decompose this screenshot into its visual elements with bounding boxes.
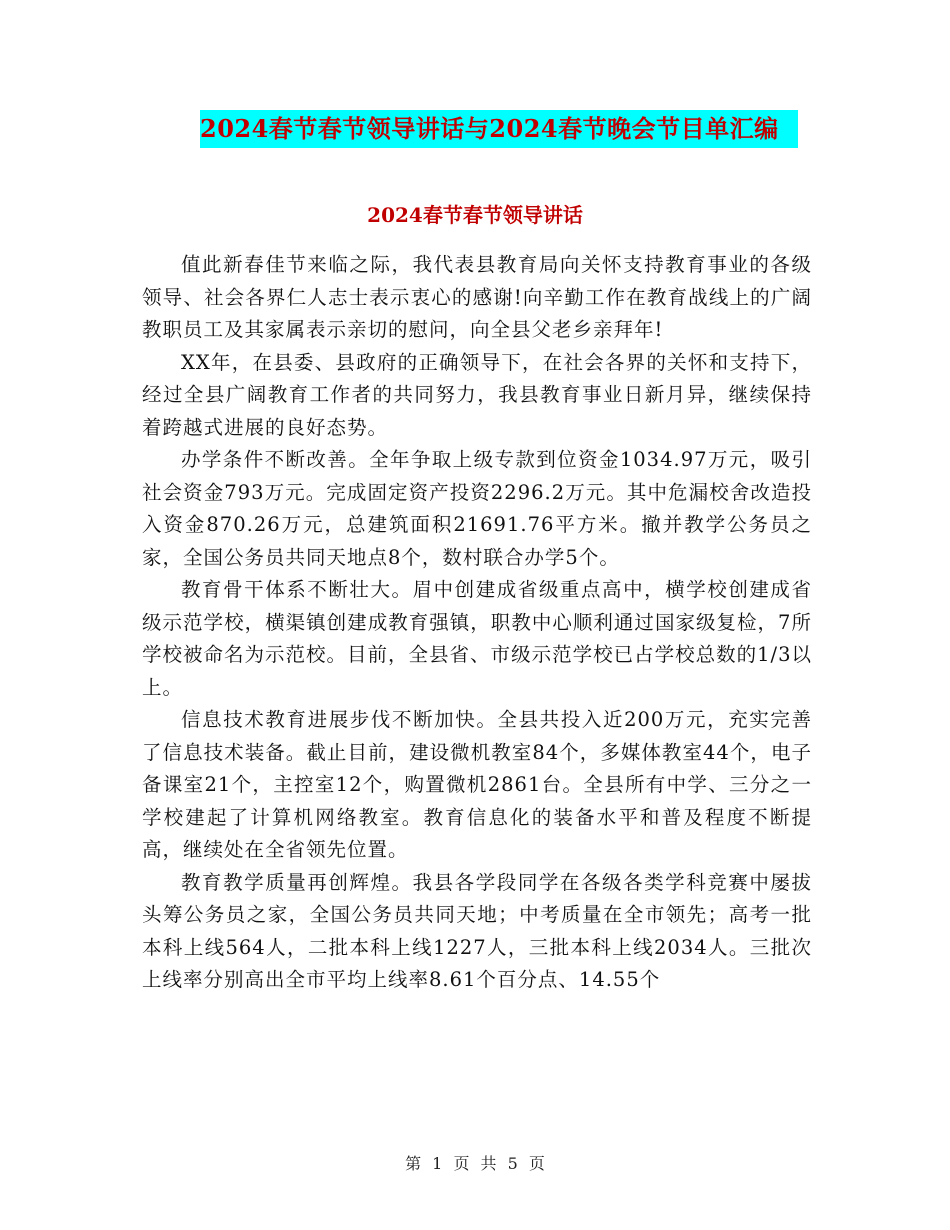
page-number-footer: 第 1 页 共 5 页 <box>405 1154 545 1173</box>
paragraph: 教育教学质量再创辉煌。我县各学段同学在各级各类学科竞赛中屡拔头筹公务员之家，全国公务员共同天地；中考质量在全市领先；高考一批本科上线564人，二批本科上线1227人，三批本科上线2034人。三批次上线率分别高出全市平均上线率8.61个百分点、14.55个 <box>142 870 812 991</box>
paragraph: XX年，在县委、县政府的正确领导下，在社会各界的关怀和支持下，经过全县广阔教育工作者的共同努力，我县教育事业日新月异，继续保持着跨越式进展的良好态势。 <box>142 350 812 439</box>
paragraph: 教育骨干体系不断壮大。眉中创建成省级重点高中，横学校创建成省级示范学校，横渠镇创建成教育强镇，职教中心顺利通过国家级复检，7所学校被命名为示范校。目前，全县省、市级示范学校已占学校总数的1/3以上。 <box>142 578 812 699</box>
paragraph: 信息技术教育进展步伐不断加快。全县共投入近200万元，充实完善了信息技术装备。截止目前，建设微机教室84个，多媒体教室44个，电子备课室21个，主控室12个，购置微机2861台。全县所有中学、三分之一学校建起了计算机网络教室。教育信息化的装备水平和普及程度不断提高，继续处在全省领先位置。 <box>142 708 812 861</box>
document-body <box>142 249 812 997</box>
document-main-title: 2024春节春节领导讲话与2024春节晚会节目单汇编 <box>200 110 798 148</box>
paragraph: 值此新春佳节来临之际，我代表县教育局向关怀支持教育事业的各级领导、社会各界仁人志士表示衷心的感谢!向辛勤工作在教育战线上的广阔教职员工及其家属表示亲切的慰问，向全县父老乡亲拜年! <box>142 253 812 341</box>
paragraph: 办学条件不断改善。全年争取上级专款到位资金1034.97万元，吸引社会资金793万元。完成固定资产投资2296.2万元。其中危漏校舍改造投入资金870.26万元，总建筑面积21691.76平方米。撤并教学公务员之家，全国公务员共同天地点8个，数村联合办学5个。 <box>142 448 812 569</box>
section-title: 2024春节春节领导讲话 <box>367 203 583 227</box>
